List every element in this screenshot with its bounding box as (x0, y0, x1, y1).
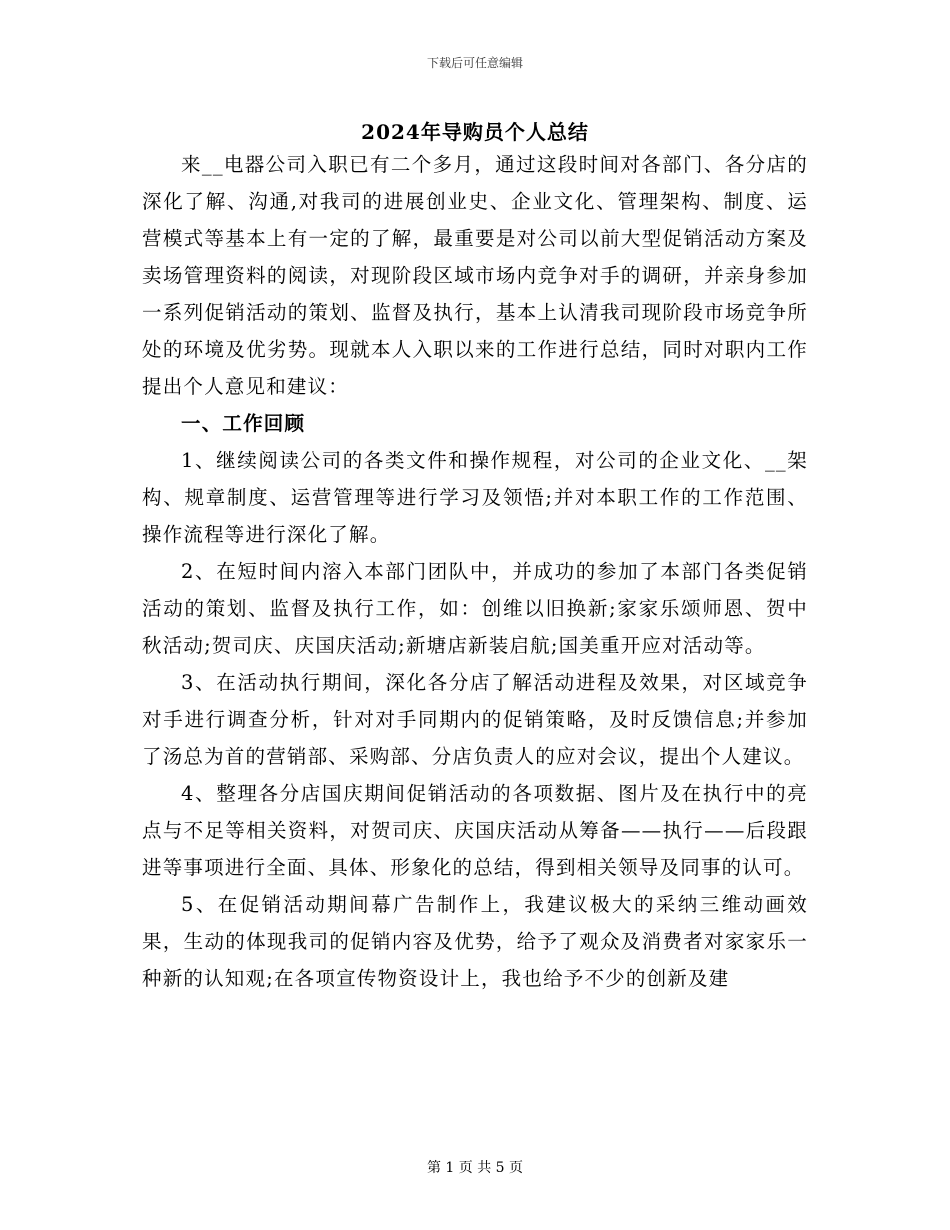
list-item-5: 5、在促销活动期间幕广告制作上，我建议极大的采纳三维动画效果，生动的体现我司的促销内容及优势，给予了观众及消费者对家家乐一种新的认知观;在各项宣传物资设计上，我也给予不少的创新及建 (142, 893, 808, 990)
section-heading-work-review: 一、工作回顾 (181, 412, 306, 435)
intro-paragraph: 来__电器公司入职已有二个多月，通过这段时间对各部门、各分店的深化了解、沟通,对我司的进展创业史、企业文化、管理架构、制度、运营模式等基本上有一定的了解，最重要是对公司以前大型促销活动方案及卖场管理资料的阅读，对现阶段区域市场内竞争对手的调研，并亲身参加一系列促销活动的策划、监督及执行，基本上认清我司现阶段市场竞争所处的环境及优劣势。现就本人入职以来的工作进行总结，同时对职内工作提出个人意见和建议： (142, 153, 808, 398)
header-note: 下载后可任意编辑 (426, 56, 523, 70)
document-title: 2024年导购员个人总结 (361, 120, 589, 144)
list-item-2: 2、在短时间内溶入本部门团队中，并成功的参加了本部门各类促销活动的策划、监督及执行工作，如：创维以旧换新;家家乐颂师恩、贺中秋活动;贺司庆、庆国庆活动;新塘店新装启航;国美重开应对活动等。 (142, 560, 808, 657)
list-item-1: 1、继续阅读公司的各类文件和操作规程，对公司的企业文化、__架构、规章制度、运营管理等进行学习及领悟;并对本职工作的工作范围、操作流程等进行深化了解。 (142, 449, 808, 546)
document-body (142, 146, 808, 997)
list-item-3: 3、在活动执行期间，深化各分店了解活动进程及效果，对区域竞争对手进行调查分析，针对对手同期内的促销策略，及时反馈信息;并参加了汤总为首的营销部、采购部、分店负责人的应对会议，提出个人建议。 (142, 671, 808, 768)
page-number: 第 1 页 共 5 页 (426, 1160, 524, 1176)
list-item-4: 4、整理各分店国庆期间促销活动的各项数据、图片及在执行中的亮点与不足等相关资料，对贺司庆、庆国庆活动从筹备——执行——后段跟进等事项进行全面、具体、形象化的总结，得到相关领导及同事的认可。 (142, 782, 808, 879)
